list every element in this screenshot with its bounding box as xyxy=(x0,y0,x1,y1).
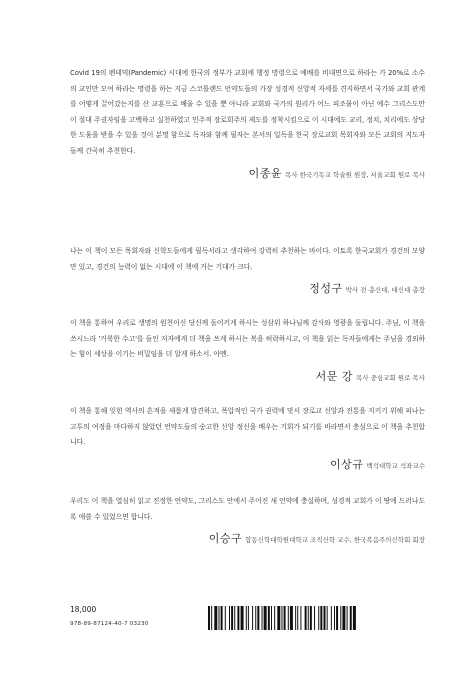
endorsement-1 xyxy=(70,66,425,181)
endorsement-text: 나는 이 책이 모든 목회자와 신학도들에게 필독서라고 생각하여 강력히 추천하는 바이다. 이토록 한국교회가 경건의 모양만 있고, 경건의 능력이 없는 시대에 이 책에 거는 기대가 크다. xyxy=(70,247,425,271)
endorser-title: 백석대학교 석좌교수 xyxy=(366,461,425,470)
endorsement-signature xyxy=(70,277,425,296)
endorsement-text: 우리도 이 책을 열심히 읽고 진정한 언약도, 그리스도 안에서 주어진 새 언약에 충실하며, 성경적 교회가 이 땅에 드러나도록 애쓸 수 있었으면 합니다. xyxy=(70,497,425,521)
endorser-name: 정성구 xyxy=(309,282,343,296)
endorser-title: 합동신학대학원대학교 조직신학 교수, 한국복음주의신학회 회장 xyxy=(245,536,425,545)
endorsement-4 xyxy=(70,404,425,472)
cover-footer xyxy=(0,598,470,658)
endorsement-2 xyxy=(70,244,425,296)
endorser-title: 목사 중심교회 원로 목사 xyxy=(356,373,425,382)
barcode-icon xyxy=(208,606,425,630)
endorsement-signature xyxy=(70,453,425,472)
endorsement-5 xyxy=(70,494,425,546)
bottom-margin xyxy=(0,660,470,689)
price: 18,000 xyxy=(70,605,97,614)
isbn: 978-89-87124-40-7 03230 xyxy=(70,621,149,627)
endorser-name: 서문 강 xyxy=(315,369,353,383)
endorsement-signature xyxy=(70,365,425,384)
endorser-title: 목사 한국기독교 학술원 원장, 서울교회 원로 목사 xyxy=(284,170,425,179)
endorser-name: 이승구 xyxy=(208,532,243,546)
endorsement-signature xyxy=(70,162,425,181)
endorsement-text: Covid 19의 펜데믹(Pandemic) 시대에 한국의 정부가 교회에 행정 명령으로 예배를 비대면으로 하라는 가 20%로 소수의 교인만 모여 하라는 명령을 하는 지금 스코틀랜드 언약도들의 가장 성경적 신앙적 자세를 견지하면서 국가와 교회 관계를 어떻게 끌어갔는지를 산 교훈으로 배울 수 있을 뿐 아니라 교회와 국가의 원리가 어느 피조물이 아닌 예수 그리스도만이 절대 주권자임을 고백하고 실천하였고 민주적 장로회주의 제도를 정착시킴으로 이 시대에도 교리, 정치, 치리에도 상당한 도움을 받을 수 있을 것이 분명 함으로 독자와 함께 필자는 본서의 일독을 한국 장로교회 목회자와 모든 교회의 지도자들께 간곡히 추천한다. xyxy=(70,69,425,155)
endorsement-text: 이 책을 통해 잊힌 역사의 흔적을 새롭게 발견하고, 폭압적인 국가 권력에 맞서 장로교 신앙과 전통을 지키기 위해 피나는 고투의 여정을 마다하지 않았던 언약도들의 숭고한 신앙 정신을 배우는 기회가 되기를 바라면서 충심으로 이 책을 추천합니다. xyxy=(70,407,425,447)
endorsement-3 xyxy=(70,316,425,384)
endorsement-text: 이 책을 통하여 우리로 생명의 원천이신 당신께 돌이키게 하시는 성삼위 하나님께 감사와 영광을 돌립니다. 주님, 이 책을 쓰시느라 '거룩한 수고'를 들인 저자에게 더 책을 쓰게 하시는 복을 허락하시고, 이 책을 읽는 독자들에게는 주님을 경외하는 힘이 세상을 이기는 비밀임을 더 알게 하소서. 아멘. xyxy=(70,319,425,359)
endorser-name: 이종윤 xyxy=(248,166,282,180)
endorser-name: 이상규 xyxy=(330,457,364,471)
endorser-title: 박사 전 총신대, 대신대 총장 xyxy=(345,286,425,295)
endorsement-signature xyxy=(70,527,425,546)
